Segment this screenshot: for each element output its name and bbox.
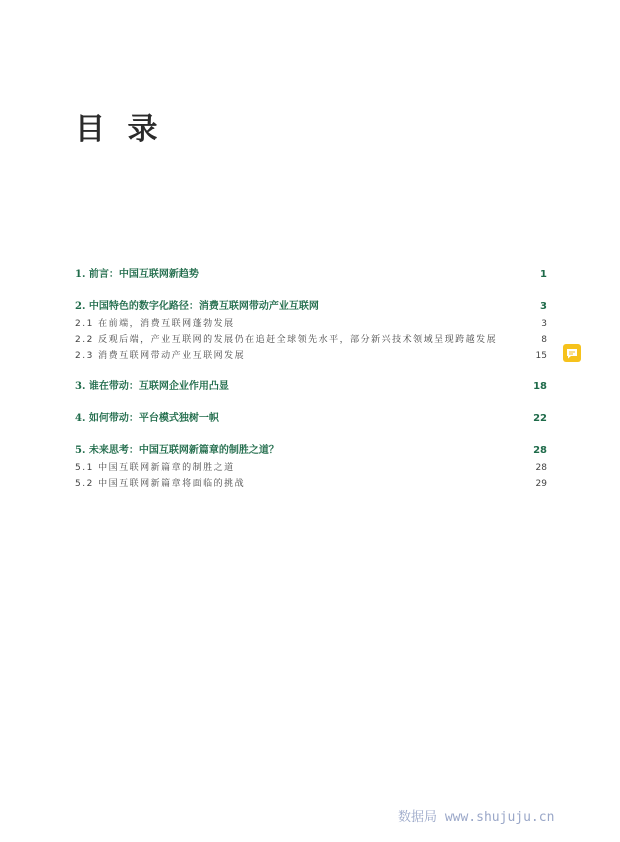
- toc-section-title: 5. 未来思考：中国互联网新篇章的制胜之道？: [75, 445, 279, 456]
- toc-section-entry[interactable]: [75, 410, 547, 428]
- toc-section-entry[interactable]: [75, 378, 547, 396]
- chat-bubble-icon: [566, 344, 578, 363]
- toc-subsection-page: 3: [541, 319, 547, 329]
- toc-section-page: 22: [533, 413, 547, 424]
- toc-section-title: 1. 前言：中国互联网新趋势: [75, 269, 199, 280]
- toc-section-title: 3. 谁在带动：互联网企业作用凸显: [75, 381, 229, 392]
- toc-subsection-entry[interactable]: [75, 460, 547, 476]
- toc-section: [75, 410, 547, 428]
- toc-subsection-page: 29: [535, 479, 547, 489]
- toc-section-title: 4. 如何带动：平台模式独树一帜: [75, 413, 219, 424]
- toc-section-entry[interactable]: [75, 266, 547, 284]
- toc-subsection-page: 15: [535, 351, 547, 361]
- page-title: 目 录: [75, 112, 164, 147]
- toc-section-page: 1: [540, 269, 547, 280]
- table-of-contents: [75, 266, 547, 506]
- toc-section-page: 3: [540, 301, 547, 312]
- toc-section-entry[interactable]: [75, 298, 547, 316]
- watermark: 数据局 www.shujuju.cn: [398, 810, 555, 825]
- toc-section: [75, 378, 547, 396]
- toc-section: [75, 298, 547, 364]
- toc-subsection-title: 5.1 中国互联网新篇章的制胜之道: [75, 463, 235, 473]
- toc-subsection-entry[interactable]: [75, 316, 547, 332]
- toc-subsection-entry[interactable]: [75, 476, 547, 492]
- toc-subsection-title: 2.3 消费互联网带动产业互联网发展: [75, 351, 246, 361]
- toc-subsection-page: 28: [535, 463, 547, 473]
- chat-button[interactable]: [563, 344, 581, 362]
- toc-section-page: 18: [533, 381, 547, 392]
- toc-section: [75, 442, 547, 492]
- toc-subsection-title: 5.2 中国互联网新篇章将面临的挑战: [75, 479, 246, 489]
- toc-section-title: 2. 中国特色的数字化路径：消费互联网带动产业互联网: [75, 301, 319, 312]
- toc-subsection-page: 8: [541, 335, 547, 345]
- toc-subsection-title: 2.1 在前端，消费互联网蓬勃发展: [75, 319, 235, 329]
- toc-section-page: 28: [533, 445, 547, 456]
- toc-subsection-title: 2.2 反观后端，产业互联网的发展仍在追赶全球领先水平，部分新兴技术领域呈现跨越发展: [75, 335, 498, 345]
- toc-section-entry[interactable]: [75, 442, 547, 460]
- toc-subsection-entry[interactable]: [75, 348, 547, 364]
- toc-subsection-entry[interactable]: [75, 332, 547, 348]
- toc-section: [75, 266, 547, 284]
